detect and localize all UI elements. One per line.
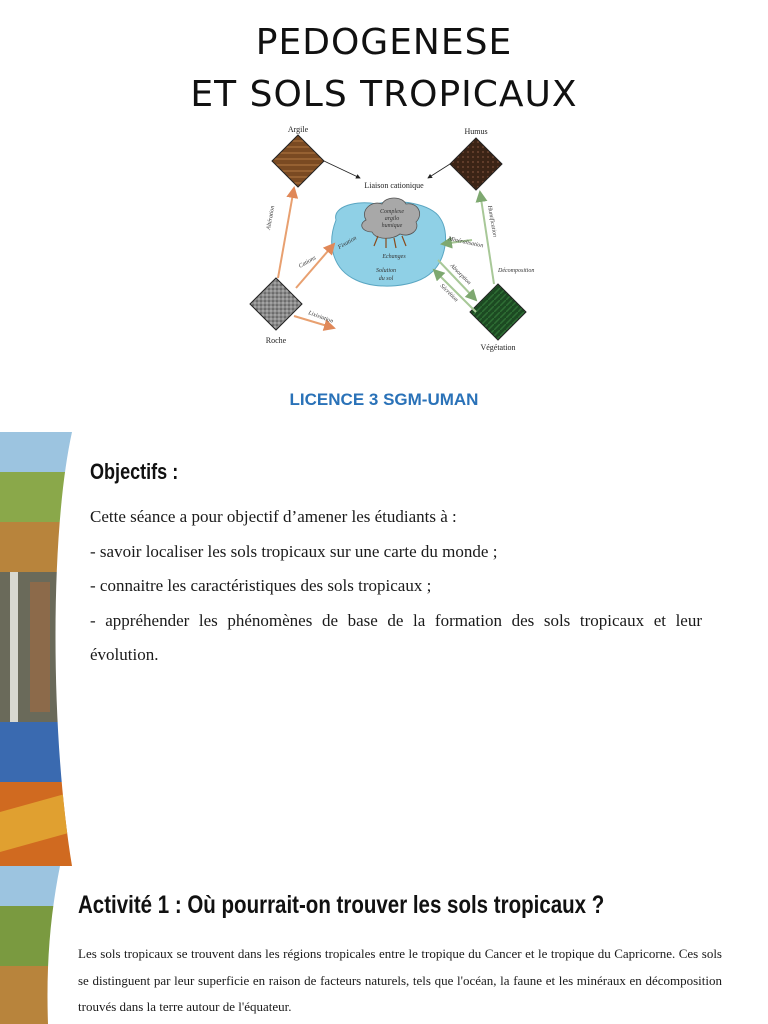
course-subtitle: LICENCE 3 SGM-UMAN — [289, 390, 479, 409]
complexe-label-3: humique — [381, 223, 403, 229]
humus-label: Humus — [464, 127, 488, 136]
fixation-label: Fixation — [337, 235, 358, 251]
lixiviation-label: Lixiviation — [307, 310, 334, 325]
decomposition-label: Décomposition — [498, 268, 535, 274]
objectifs-line-1: Cette séance a pour objectif d’amener les étudiants à : — [90, 507, 457, 526]
alteration-label: Altération — [266, 205, 277, 231]
decorative-photo-strip-2 — [0, 866, 72, 1024]
humus-liaison-arrow — [428, 164, 450, 178]
roche-node — [250, 278, 302, 330]
activite-1-heading: Activité 1 : Où pourrait-on trouver les sols tropicaux ? — [78, 891, 605, 919]
document-title-line-2: ET SOLS TROPICAUX — [190, 74, 578, 115]
argile-label: Argile — [287, 125, 309, 134]
absorption-label: Absorption — [448, 263, 472, 287]
echanges-label: Echanges — [382, 254, 406, 260]
complexe-label-1: Complexe — [380, 209, 404, 215]
objectifs-line-2: - savoir localiser les sols tropicaux sur une carte du monde ; — [90, 541, 498, 561]
activite-1-paragraph: Les sols tropicaux se trouvent dans les régions tropicales entre le tropique du Cancer et le tropique du Capricorne. Ces sols se distinguent par leur superficie en raison de facteurs naturels, tels que l'océan, la faune et les minéraux en décomposition trouvés dans la terre autour de l'équateur. — [78, 946, 722, 1014]
secretion-arrow — [434, 270, 476, 312]
document-title-line-1: PEDOGENESE — [255, 22, 513, 63]
objectifs-body — [90, 500, 702, 673]
vegetation-label: Végétation — [480, 343, 516, 352]
objectifs-line-3: - connaitre les caractéristiques des sols tropicaux ; — [90, 576, 432, 595]
humus-node — [450, 138, 502, 190]
argile-node — [272, 135, 324, 187]
complexe-label-2: argilo — [384, 216, 400, 222]
humification-label: Humification — [486, 205, 498, 238]
argile-liaison-arrow — [324, 161, 360, 178]
secretion-label: Sécrétion — [438, 283, 459, 304]
roche-label: Roche — [265, 336, 287, 345]
objectifs-line-4: - appréhender les phénomènes de base de la formation des sols tropicaux et leur évolution. — [90, 610, 702, 664]
pedogenesis-diagram — [236, 120, 536, 360]
alteration-arrow — [278, 188, 294, 278]
solution-label-2: du sol — [378, 276, 394, 282]
cations-label: Cations — [298, 255, 318, 270]
solution-label-1: Solution — [375, 268, 397, 274]
mineralisation-label: Minéralisation — [447, 236, 484, 250]
vegetation-node — [470, 284, 526, 340]
decorative-photo-strip — [0, 432, 72, 866]
objectifs-heading: Objectifs : — [90, 459, 179, 484]
liaison-cationique-label: Liaison cationique — [364, 181, 424, 190]
